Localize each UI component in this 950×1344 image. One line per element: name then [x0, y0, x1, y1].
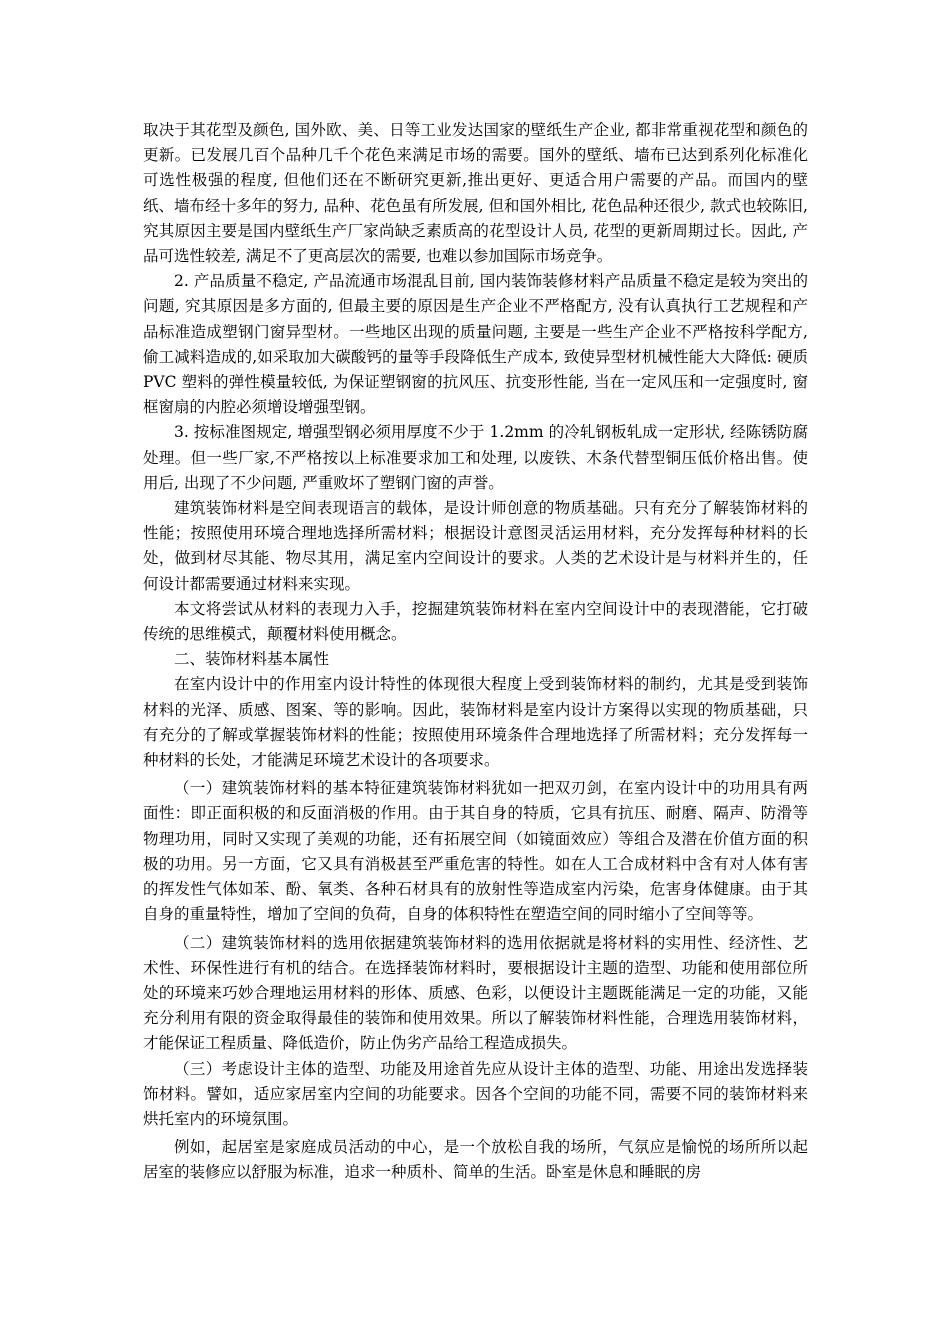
paragraph-living-room-example: 例如，起居室是家庭成员活动的中心，是一个放松自我的场所，气氛应是愉悦的场所所以起居室的装修应以舒服为标准，追求一种质朴、简单的生活。卧室是休息和睡眠的房: [143, 1138, 808, 1182]
section-heading-basic-properties: 二、装饰材料基本属性: [174, 650, 330, 669]
paragraph-basic-features: （一）建筑装饰材料的基本特征建筑装饰材料犹如一把双刃剑，在室内设计中的功用具有两面性：即正面积极的和反面消极的作用。由于其自身的特质，它具有抗压、耐磨、隔声、防滑等物理功用，同时又实现了美观的功能，还有拓展空间（如镜面效应）等组合及潜在价值方面的积极的功用。另一方面，它又具有消极甚至严重危害的特性。如在人工合成材料中含有对人体有害的挥发性气体如苯、酚、氧类、各种石材具有的放射性等造成室内污染，危害身体健康。由于其自身的重量特性，增加了空间的负荷，自身的体积特性在塑造空间的同时缩小了空间等等。: [143, 779, 808, 924]
paragraph-wallpaper-design: 取决于其花型及颜色, 国外欧、美、日等工业发达国家的壁纸生产企业, 都非常重视花型和颜色的更新。已发展几百个品种几千个花色来满足市场的需要。国外的壁纸、墙布已达到系列化标准化可选性极强的程度, 但他们还在不断研究更新,推出更好、更适合用户需要的产品。而国内的壁纸、墙布经十多年的努力, 品种、花色虽有所发展, 但和国外相比, 花色品种还很少, 款式也较陈旧, 究其原因主要是国内壁纸生产厂家尚缺乏素质高的花型设计人员, 花型的更新周期过长。因此, 产品可选性较差, 满足不了更高层次的需要, 也难以参加国际市场竞争。: [143, 121, 808, 266]
paragraph-selection-basis: （二）建筑装饰材料的选用依据建筑装饰材料的选用依据就是将材料的实用性、经济性、艺术性、环保性进行有机的结合。在选择装饰材料时，要根据设计主题的造型、功能和使用部位所处的环境来巧妙合理地运用材料的形体、质感、色彩，以便设计主题既能满足一定的功能，又能充分利用有限的资金取得最佳的装饰和使用效果。所以了解装饰材料性能，合理选用装饰材料，才能保证工程质量、降低造价，防止伪劣产品给工程造成损失。: [143, 933, 808, 1053]
document-body: [143, 118, 808, 1186]
paragraph-quality-unstable: 2. 产品质量不稳定, 产品流通市场混乱目前, 国内装饰装修材料产品质量不稳定是较为突出的问题, 究其原因是多方面的, 但最主要的原因是生产企业不严格配方, 没有认真执行工艺规程和产品标准造成塑钢门窗异型材。一些地区出现的质量问题, 主要是一些生产企业不严格按科学配方, 偷工减料造成的,如采取加大碳酸钙的量等手段降低生产成本, 致使异型材机械性能大大降低: 硬质 PVC 塑料的弹性模量较低, 为保证塑钢窗的抗风压、抗变形性能, 当在一定风压和一定强度时, 窗框窗扇的内腔必须增设增强型钢。: [143, 272, 808, 417]
paragraph-materials-carrier: 建筑装饰材料是空间表现语言的载体，是设计师创意的物质基础。只有充分了解装饰材料的性能；按照使用环境合理地选择所需材料；根据设计意图灵活运用材料，充分发挥每种材料的长处，做到材尽其能、物尽其用，满足室内空间设计的要求。人类的艺术设计是与材料并生的，任何设计都需要通过材料来实现。: [143, 499, 808, 593]
paragraph-form-function-use: （三）考虑设计主体的造型、功能及用途首先应从设计主体的造型、功能、用途出发选择装饰材料。譬如，适应家居室内空间的功能要求。因各个空间的功能不同，需要不同的装饰材料来烘托室内的环境氛围。: [143, 1059, 808, 1128]
paragraph-article-intro: 本文将尝试从材料的表现力入手，挖掘建筑装饰材料在室内空间设计中的表现潜能，它打破传统的思维模式，颠覆材料使用概念。: [143, 599, 808, 644]
paragraph-role-in-design: 在室内设计中的作用室内设计特性的体现很大程度上受到装饰材料的制约，尤其是受到装饰材料的光泽、质感、图案、等的影响。因此，装饰材料是室内设计方案得以实现的物质基础，只有充分的了解或掌握装饰材料的性能；按照使用环境条件合理地选择了所需材料；充分发挥每一种材料的长处，才能满足环境艺术设计的各项要求。: [143, 675, 808, 770]
paragraph-steel-standard: 3. 按标准图规定, 增强型钢必须用厚度不少于 1.2mm 的冷轧钢板轧成一定形状, 经陈锈防腐处理。但一些厂家,不严格按以上标准要求加工和处理, 以废铁、木条代替型铜压低价格出售。使用后, 出现了不少问题, 严重败坏了塑钢门窗的声誉。: [143, 423, 808, 492]
